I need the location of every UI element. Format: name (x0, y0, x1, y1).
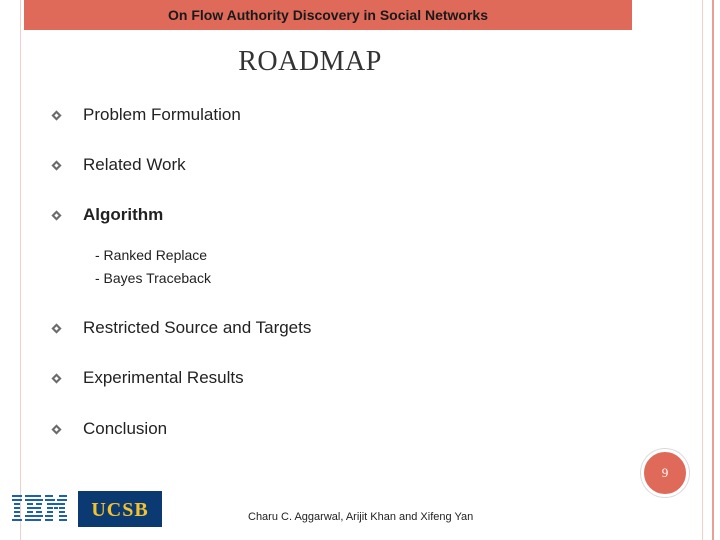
diamond-bullet-icon (52, 161, 61, 170)
ucsb-logo-graphic (78, 491, 162, 527)
bullet-label: Restricted Source and Targets (83, 318, 312, 337)
slide-title: ROADMAP (238, 46, 382, 77)
header-title: On Flow Authority Discovery in Social Networks (168, 7, 488, 23)
sub-item-ranked-replace: - Ranked Replace (95, 247, 208, 263)
bullet-label: Experimental Results (83, 368, 244, 387)
diamond-bullet-icon (52, 374, 61, 383)
ibm-logo-graphic (12, 493, 68, 525)
sub-item-bayes-traceback: - Bayes Traceback (95, 270, 211, 286)
footer-authors: Charu C. Aggarwal, Arijit Khan and Xifeng Yan (248, 511, 474, 523)
bullet-item-related-work (52, 155, 186, 175)
bullet-label: Algorithm (83, 205, 164, 224)
diamond-bullet-icon (52, 211, 61, 220)
ucsb-logo (78, 491, 162, 527)
bullet-item-restricted-source (52, 318, 311, 338)
bullet-label: Related Work (83, 155, 186, 174)
bullet-label: Problem Formulation (83, 105, 241, 124)
bullet-item-experimental-results (52, 368, 244, 388)
ibm-logo (12, 493, 68, 525)
bullet-label: Conclusion (83, 419, 168, 438)
bullet-item-algorithm (52, 205, 163, 225)
slide-frame-line (702, 0, 703, 540)
bullet-item-conclusion (52, 419, 167, 439)
diamond-bullet-icon (52, 324, 61, 333)
page-number-badge: 9 (641, 449, 689, 497)
diamond-bullet-icon (52, 425, 61, 434)
svg-text:UCSB: UCSB (91, 499, 149, 521)
diamond-bullet-icon (52, 111, 61, 120)
header-bar (24, 0, 632, 30)
bullet-item-problem-formulation (52, 105, 241, 125)
